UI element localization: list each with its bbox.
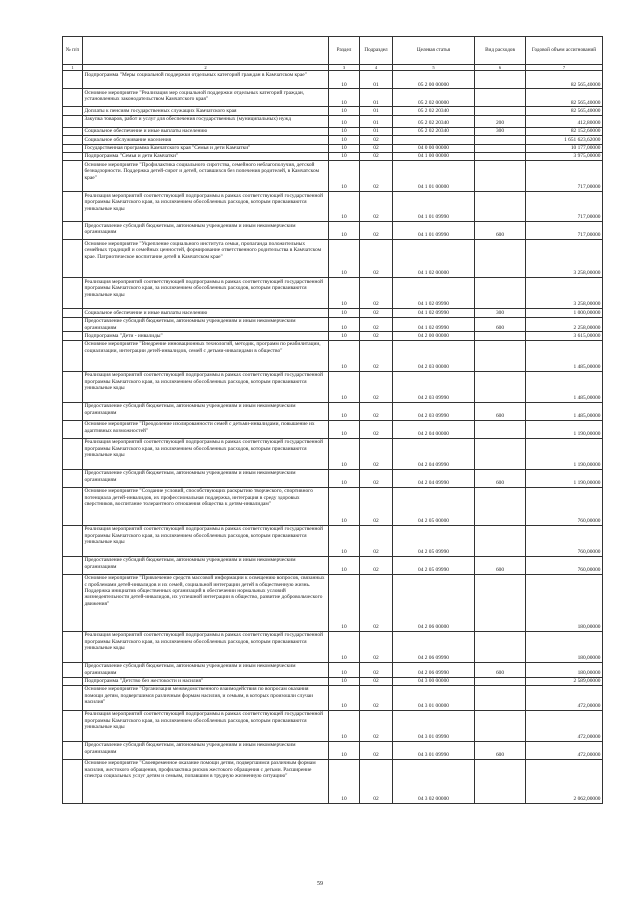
table-row [63,574,603,631]
row-section-cell: 10 [329,136,360,144]
row-type-cell [475,152,526,160]
row-amount-cell: 10 177,00000 [526,144,603,152]
table-row [63,677,603,685]
column-number: 6 [475,65,526,71]
table-row [63,89,603,107]
row-article-cell: 04 1 02 09990 [393,317,475,332]
row-num-cell [63,222,83,240]
row-num-cell [63,685,83,710]
row-section-cell: 10 [329,192,360,222]
row-type-cell [475,192,526,222]
row-num-cell [63,340,83,371]
row-amount-cell: 1 000,00000 [526,309,603,317]
table-row [63,278,603,309]
row-section-cell: 10 [329,402,360,420]
row-name-cell: Государственная программа Камчатского края "Семья и дети Камчатки" [83,144,329,152]
row-amount-cell: 2 258,00000 [526,317,603,332]
table-row [63,685,603,710]
table-row [63,127,603,135]
row-type-cell: 600 [475,402,526,420]
row-type-cell [475,759,526,803]
row-amount-cell: 1 485,00000 [526,340,603,371]
column-number: 5 [393,65,475,71]
header-section: Раздел [329,37,360,65]
column-number: 4 [360,65,393,71]
row-num-cell [63,152,83,160]
table-row [63,222,603,240]
row-type-cell [475,161,526,192]
row-subsection-cell: 02 [360,222,393,240]
row-section-cell: 10 [329,222,360,240]
row-article-cell: 04 2 03 00000 [393,340,475,371]
row-name-cell: Реализация мероприятий соответствующей подпрограммы в рамках соответствующей государственной программы Камчатского края, за исключением обособленных расходов, которым присваиваются уникальные коды [83,278,329,309]
row-amount-cell: 82 565,40000 [526,107,603,115]
row-article-cell: 04 2 06 00000 [393,574,475,631]
row-num-cell [63,309,83,317]
row-article-cell: 04 2 05 00000 [393,487,475,525]
row-name-cell: Предоставление субсидий бюджетным, автономным учреждениям и иным некоммерческим организациям [83,222,329,240]
row-article-cell: 04 2 00 00000 [393,332,475,340]
header-subsection: Подраздел [360,37,393,65]
row-amount-cell: 3 615,00000 [526,332,603,340]
row-amount-cell: 472,00000 [526,710,603,741]
header-expense-type: Вид расходов [475,37,526,65]
row-type-cell [475,89,526,107]
row-num-cell [63,371,83,402]
column-number: 2 [83,65,329,71]
row-article-cell: 04 3 01 00000 [393,685,475,710]
row-type-cell [475,438,526,469]
row-amount-cell: 180,00000 [526,574,603,631]
row-num-cell [63,71,83,89]
table-row [63,192,603,222]
row-amount-cell: 1 190,00000 [526,469,603,487]
row-num-cell [63,469,83,487]
row-section-cell: 10 [329,152,360,160]
row-name-cell: Предоставление субсидий бюджетным, автономным учреждениям и иным некоммерческим организациям [83,469,329,487]
row-subsection-cell: 01 [360,71,393,89]
row-section-cell: 10 [329,574,360,631]
row-subsection-cell: 02 [360,161,393,192]
row-subsection-cell: 02 [360,759,393,803]
row-article-cell: 05 2 02 20340 [393,127,475,135]
row-amount-cell: 1 485,00000 [526,371,603,402]
table-row [63,420,603,438]
row-subsection-cell: 02 [360,556,393,574]
row-subsection-cell: 01 [360,115,393,127]
row-name-cell: Подпрограмма "Дети - инвалиды" [83,332,329,340]
row-article-cell: 05 2 02 20340 [393,115,475,127]
row-subsection-cell: 02 [360,469,393,487]
row-amount-cell: 717,00000 [526,192,603,222]
row-subsection-cell: 02 [360,144,393,152]
row-subsection-cell: 02 [360,710,393,741]
row-type-cell [475,420,526,438]
row-article-cell: 04 3 01 09990 [393,741,475,759]
row-amount-cell: 3 258,00000 [526,240,603,278]
row-name-cell: Основное мероприятие "Привлечение средств массовой информации к освещению вопросов, связанных с проблемами детей-инвалидов и их семей, социальной интеграции детей в общественную жизнь. Поддержка инициатив общественных организаций в обеспечении нормальных условий жизнедеятельности детей-инвалидов, их успешной интеграции в общество, развитие добровольческого движения" [83,574,329,631]
table-row [63,115,603,127]
row-num-cell [63,741,83,759]
row-name-cell: Основное мероприятие "Организация межведомственного взаимодействия по вопросам оказания помощи детям, подвергшимся различным формам насилия, и семьям, в которых произошли случаи насилия" [83,685,329,710]
row-article-cell: 05 2 02 00000 [393,89,475,107]
row-amount-cell: 1 651 623,62000 [526,136,603,144]
row-section-cell: 10 [329,115,360,127]
row-name-cell: Социальное обеспечение и иные выплаты населению [83,127,329,135]
row-article-cell: 04 0 00 00000 [393,144,475,152]
table-row [63,525,603,556]
row-name-cell: Реализация мероприятий соответствующей подпрограммы в рамках соответствующей государственной программы Камчатского края, за исключением обособленных расходов, которым присваиваются уникальные коды [83,192,329,222]
row-subsection-cell: 02 [360,677,393,685]
row-subsection-cell: 02 [360,662,393,677]
row-amount-cell: 3 258,00000 [526,278,603,309]
row-type-cell: 600 [475,469,526,487]
column-number: 3 [329,65,360,71]
table-row [63,309,603,317]
row-article-cell: 04 2 04 00000 [393,420,475,438]
row-type-cell: 600 [475,662,526,677]
row-num-cell [63,574,83,631]
row-name-cell: Подпрограмма "Меры социальной поддержки отдельных категорий граждан в Камчатском крае" [83,71,329,89]
budget-table [62,36,603,804]
row-num-cell [63,192,83,222]
table-row [63,317,603,332]
row-section-cell: 10 [329,556,360,574]
row-type-cell [475,710,526,741]
row-section-cell: 10 [329,309,360,317]
row-name-cell: Предоставление субсидий бюджетным, автономным учреждениям и иным некоммерческим организациям [83,662,329,677]
row-article-cell: 04 1 02 09990 [393,278,475,309]
row-name-cell: Предоставление субсидий бюджетным, автономным учреждениям и иным некоммерческим организациям [83,556,329,574]
row-article-cell: 04 1 01 00000 [393,161,475,192]
row-num-cell [63,127,83,135]
row-amount-cell: 1 190,00000 [526,438,603,469]
row-amount-cell: 717,00000 [526,161,603,192]
row-num-cell [63,677,83,685]
row-subsection-cell: 02 [360,420,393,438]
row-name-cell: Основное мероприятие "Внедрение инновационных технологий, методик, программ по реабилитации, социализации, интеграции детей-инвалидов, семей с детьми-инвалидами в общество" [83,340,329,371]
row-amount-cell: 760,00000 [526,556,603,574]
row-name-cell: Реализация мероприятий соответствующей подпрограммы в рамках соответствующей государственной программы Камчатского края, за исключением обособленных расходов, которым присваиваются уникальные коды [83,438,329,469]
document-page [62,36,602,804]
table-row [63,741,603,759]
table-row [63,662,603,677]
table-row [63,161,603,192]
row-name-cell: Реализация мероприятий соответствующей подпрограммы в рамках соответствующей государственной программы Камчатского края, за исключением обособленных расходов, которым присваиваются уникальные коды [83,631,329,662]
row-amount-cell: 3 975,00000 [526,152,603,160]
row-amount-cell: 717,00000 [526,222,603,240]
row-name-cell: Подпрограмма "Детство без жестокости и насилия" [83,677,329,685]
row-name-cell: Доплаты к пенсиям государственных служащих Камчатского края [83,107,329,115]
row-section-cell: 10 [329,332,360,340]
table-row [63,332,603,340]
row-section-cell: 10 [329,741,360,759]
header-annual: Годовой объем ассигнований [526,37,603,65]
row-num-cell [63,710,83,741]
row-article-cell: 05 2 02 20340 [393,107,475,115]
row-subsection-cell: 02 [360,371,393,402]
row-num-cell [63,631,83,662]
row-section-cell: 10 [329,161,360,192]
row-section-cell: 10 [329,107,360,115]
row-subsection-cell: 02 [360,631,393,662]
row-section-cell: 10 [329,487,360,525]
row-subsection-cell: 02 [360,741,393,759]
row-type-cell [475,574,526,631]
row-name-cell: Реализация мероприятий соответствующей подпрограммы в рамках соответствующей государственной программы Камчатского края, за исключением обособленных расходов, которым присваиваются уникальные коды [83,525,329,556]
row-article-cell: 04 2 06 09990 [393,662,475,677]
row-type-cell [475,278,526,309]
row-amount-cell: 82 565,40000 [526,71,603,89]
row-subsection-cell: 02 [360,487,393,525]
row-type-cell [475,71,526,89]
row-subsection-cell: 02 [360,332,393,340]
row-amount-cell: 180,00000 [526,631,603,662]
column-number: 7 [526,65,603,71]
row-subsection-cell: 02 [360,685,393,710]
row-article-cell: 04 3 00 00000 [393,677,475,685]
row-name-cell: Основное мероприятие "Создание условий, способствующих раскрытию творческого, спортивного потенциала детей-инвалидов, их профессиональная поддержка, интеграция в среду здоровых сверстников, воспитание толерантного отношения общества к детям-инвалидам" [83,487,329,525]
row-article-cell: 04 2 03 09990 [393,402,475,420]
row-section-cell: 10 [329,710,360,741]
row-section-cell: 10 [329,371,360,402]
row-type-cell [475,631,526,662]
row-name-cell: Социальное обеспечение и иные выплаты населению [83,309,329,317]
row-section-cell: 10 [329,420,360,438]
row-section-cell: 10 [329,685,360,710]
row-section-cell: 10 [329,240,360,278]
row-num-cell [63,161,83,192]
row-subsection-cell: 01 [360,127,393,135]
row-type-cell [475,332,526,340]
row-amount-cell: 2 589,00000 [526,677,603,685]
row-article-cell: 04 3 01 09990 [393,710,475,741]
row-section-cell: 10 [329,677,360,685]
table-row [63,152,603,160]
row-article-cell [393,136,475,144]
row-type-cell: 300 [475,127,526,135]
row-section-cell: 10 [329,525,360,556]
row-type-cell [475,136,526,144]
table-row [63,240,603,278]
row-section-cell: 10 [329,317,360,332]
table-row [63,371,603,402]
row-subsection-cell: 02 [360,136,393,144]
row-num-cell [63,115,83,127]
row-article-cell: 04 2 05 09990 [393,556,475,574]
row-subsection-cell: 02 [360,309,393,317]
row-amount-cell: 760,00000 [526,487,603,525]
row-name-cell: Основное мероприятие "Профилактика социального сиротства, семейного неблагополучия, детской безнадзорности. Поддержка детей-сирот и детей, оставшихся без попечения родителей, в Камчатском крае" [83,161,329,192]
row-name-cell: Закупка товаров, работ и услуг для обеспечения государственных (муниципальных) нужд [83,115,329,127]
table-row [63,340,603,371]
row-type-cell [475,487,526,525]
row-subsection-cell: 02 [360,402,393,420]
row-section-cell: 10 [329,340,360,371]
row-subsection-cell: 02 [360,240,393,278]
row-subsection-cell: 02 [360,317,393,332]
row-subsection-cell: 02 [360,340,393,371]
row-type-cell: 200 [475,115,526,127]
row-article-cell: 04 1 02 00000 [393,240,475,278]
row-article-cell: 04 2 03 09990 [393,371,475,402]
row-num-cell [63,402,83,420]
row-section-cell: 10 [329,127,360,135]
row-subsection-cell: 02 [360,438,393,469]
row-subsection-cell: 02 [360,152,393,160]
row-section-cell: 10 [329,631,360,662]
row-article-cell: 04 1 00 00000 [393,152,475,160]
row-type-cell: 600 [475,222,526,240]
table-row [63,107,603,115]
row-type-cell [475,525,526,556]
row-section-cell: 10 [329,71,360,89]
table-row [63,759,603,803]
row-section-cell: 10 [329,662,360,677]
row-section-cell: 10 [329,278,360,309]
table-row [63,556,603,574]
table-row [63,402,603,420]
row-name-cell: Предоставление субсидий бюджетным, автономным учреждениям и иным некоммерческим организациям [83,317,329,332]
row-type-cell [475,240,526,278]
row-num-cell [63,107,83,115]
row-num-cell [63,89,83,107]
table-row [63,487,603,525]
row-amount-cell: 2 062,00000 [526,759,603,803]
row-type-cell [475,685,526,710]
row-amount-cell: 82 565,40000 [526,89,603,107]
row-num-cell [63,332,83,340]
table-row [63,144,603,152]
row-section-cell: 10 [329,89,360,107]
row-subsection-cell: 02 [360,525,393,556]
row-type-cell [475,677,526,685]
table-row [63,136,603,144]
row-section-cell: 10 [329,759,360,803]
row-amount-cell: 1 485,00000 [526,402,603,420]
row-num-cell [63,487,83,525]
row-article-cell: 04 3 02 00000 [393,759,475,803]
row-type-cell [475,371,526,402]
row-type-cell [475,144,526,152]
row-name-cell: Подпрограмма "Семья и дети Камчатки" [83,152,329,160]
row-type-cell: 600 [475,317,526,332]
row-name-cell: Основное мероприятие "Преодоление изолированности семей с детьми-инвалидами, повышение их адаптивных возможностей" [83,420,329,438]
row-num-cell [63,144,83,152]
row-amount-cell: 472,00000 [526,741,603,759]
row-article-cell: 04 2 04 09990 [393,438,475,469]
row-section-cell: 10 [329,144,360,152]
table-header-row [63,37,603,65]
row-article-cell: 04 2 06 09990 [393,631,475,662]
row-subsection-cell: 02 [360,192,393,222]
row-subsection-cell: 01 [360,107,393,115]
row-type-cell: 300 [475,309,526,317]
row-name-cell: Реализация мероприятий соответствующей подпрограммы в рамках соответствующей государственной программы Камчатского края, за исключением обособленных расходов, которым присваиваются уникальные коды [83,710,329,741]
row-type-cell: 600 [475,741,526,759]
row-name-cell: Социальное обслуживание населения [83,136,329,144]
row-num-cell [63,662,83,677]
row-name-cell: Предоставление субсидий бюджетным, автономным учреждениям и иным некоммерческим организациям [83,741,329,759]
table-row [63,438,603,469]
row-article-cell: 04 1 01 09990 [393,222,475,240]
row-num-cell [63,317,83,332]
table-row [63,710,603,741]
row-type-cell [475,340,526,371]
row-section-cell: 10 [329,469,360,487]
header-article: Целевая статья [393,37,475,65]
row-num-cell [63,438,83,469]
table-body [63,71,603,804]
table-row [63,631,603,662]
row-num-cell [63,278,83,309]
row-amount-cell: 1 190,00000 [526,420,603,438]
row-amount-cell: 472,00000 [526,685,603,710]
header-num: № п/п [63,37,83,65]
table-row [63,469,603,487]
column-number: 1 [63,65,83,71]
row-num-cell [63,420,83,438]
header-name [83,37,329,65]
row-amount-cell: 412,80000 [526,115,603,127]
row-subsection-cell: 01 [360,89,393,107]
row-type-cell: 600 [475,556,526,574]
row-article-cell: 04 1 01 09990 [393,192,475,222]
row-num-cell [63,136,83,144]
row-article-cell: 04 2 04 09990 [393,469,475,487]
row-name-cell: Основное мероприятие "Укрепление социального института семьи, пропаганда положительных семейных традиций и семейных ценностей, формирование ответственного родительства в Камчатском крае. Патриотическое воспитание детей в Камчатском крае" [83,240,329,278]
row-article-cell: 04 1 02 09990 [393,309,475,317]
page-number: 59 [317,881,323,887]
row-num-cell [63,240,83,278]
row-name-cell: Основное мероприятие "Своевременное оказание помощи детям, подвергшимся различным формам насилия, жестокого обращения, профилактика рисков жестокого обращения с детьми. Расширение спектра социальных услуг детям и семьям, попавшим в трудную жизненную ситуацию" [83,759,329,803]
row-amount-cell: 760,00000 [526,525,603,556]
row-name-cell: Реализация мероприятий соответствующей подпрограммы в рамках соответствующей государственной программы Камчатского края, за исключением обособленных расходов, которым присваиваются уникальные коды [83,371,329,402]
row-num-cell [63,759,83,803]
row-subsection-cell: 02 [360,574,393,631]
row-amount-cell: 82 152,60000 [526,127,603,135]
row-article-cell: 04 2 05 09990 [393,525,475,556]
row-num-cell [63,525,83,556]
row-section-cell: 10 [329,438,360,469]
row-article-cell: 05 2 00 00000 [393,71,475,89]
row-amount-cell: 180,00000 [526,662,603,677]
row-subsection-cell: 02 [360,278,393,309]
row-name-cell: Основное мероприятие "Реализация мер социальной поддержки отдельных категорий граждан, установленных законодательством Камчатского края" [83,89,329,107]
table-row [63,71,603,89]
row-name-cell: Предоставление субсидий бюджетным, автономным учреждениям и иным некоммерческим организациям [83,402,329,420]
row-type-cell [475,107,526,115]
row-num-cell [63,556,83,574]
